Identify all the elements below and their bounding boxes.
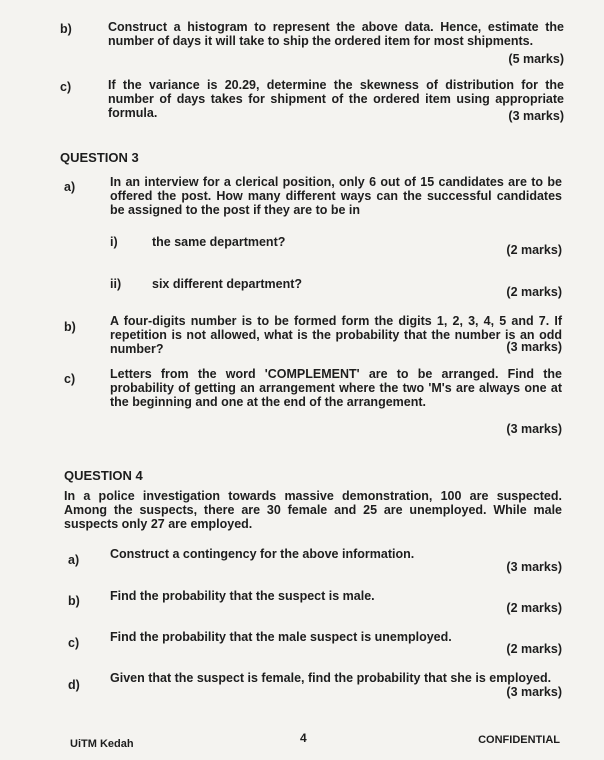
item-label: b) [68, 594, 80, 608]
item-text-part: Letters from the word [110, 367, 265, 381]
marks-label: (2 marks) [506, 243, 562, 257]
item-text: Construct a contingency for the above information. [110, 547, 415, 561]
sub-item-label: i) [110, 235, 118, 249]
page-number: 4 [300, 731, 307, 745]
item-text-part: are to be arranged. Find the probability of getting an arrangement where the two 'M's are always one at the beginning and one at the end of the arrangement. [110, 367, 562, 409]
item-text [110, 367, 562, 409]
question-3-heading: QUESTION 3 [60, 150, 139, 165]
item-text: Find the probability that the male suspect is unemployed. [110, 630, 452, 644]
item-text: A four-digits number is to be formed form the digits 1, 2, 3, 4, 5 and 7. If repetition is not allowed, what is the probability that the number is an odd number? [110, 314, 562, 356]
item-label: a) [64, 180, 76, 194]
item-label: d) [68, 678, 80, 692]
marks-label: (2 marks) [506, 285, 562, 299]
marks-label: (3 marks) [506, 685, 562, 699]
item-label: a) [68, 553, 80, 567]
sub-item-label: ii) [110, 277, 122, 291]
marks-label: (3 marks) [506, 560, 562, 574]
footer-confidential: CONFIDENTIAL [478, 734, 560, 746]
item-label: b) [60, 22, 72, 36]
item-text: Given that the suspect is female, find the probability that she is employed. [110, 671, 552, 685]
item-label: b) [64, 320, 76, 334]
marks-label: (3 marks) [508, 109, 564, 123]
marks-label: (3 marks) [506, 422, 562, 436]
item-text: If the variance is 20.29, determine the skewness of distribution for the number of days takes for shipment of the ordered item using appropriate formula. [108, 78, 564, 120]
item-text: Construct a histogram to represent the above data. Hence, estimate the number of days it will take to ship the ordered item for most shipments. [108, 20, 564, 48]
marks-label: (5 marks) [508, 52, 564, 66]
item-label: c) [64, 372, 76, 386]
item-label: c) [60, 80, 72, 94]
question-4-intro: In a police investigation towards massive demonstration, 100 are suspected. Among the suspects, there are 30 female and 25 are unemployed. While male suspects only 27 are employed. [64, 489, 562, 531]
footer-institution: UiTM Kedah [70, 738, 134, 750]
item-text: In an interview for a clerical position, only 6 out of 15 candidates are to be offered the post. How many different ways can the successful candidates be assigned to the post if they are to be in [110, 175, 562, 217]
question-4-heading: QUESTION 4 [64, 468, 143, 483]
item-text: Find the probability that the suspect is male. [110, 589, 375, 603]
sub-item-text: six different department? [152, 277, 303, 291]
highlight-word: 'COMPLEMENT' [264, 367, 360, 381]
marks-label: (2 marks) [506, 642, 562, 656]
item-label: c) [68, 636, 80, 650]
sub-item-text: the same department? [152, 235, 286, 249]
marks-label: (2 marks) [506, 601, 562, 615]
marks-label: (3 marks) [506, 340, 562, 354]
